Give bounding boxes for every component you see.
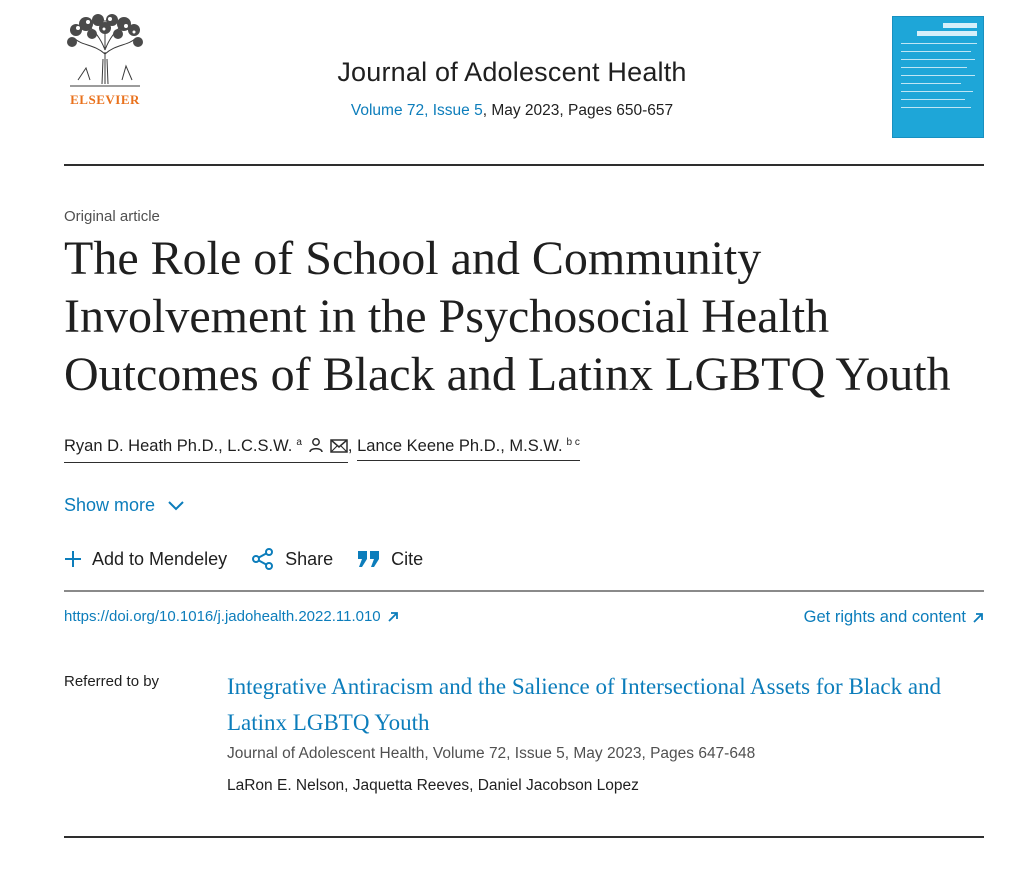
show-more-label: Show more	[64, 495, 156, 515]
section-divider	[64, 836, 984, 838]
author-name: Lance Keene Ph.D., M.S.W.	[357, 437, 563, 455]
add-to-mendeley-button[interactable]	[64, 549, 227, 570]
quote-icon	[357, 550, 381, 568]
author-affiliation-sup: b c	[566, 436, 580, 448]
plus-icon	[64, 550, 82, 568]
share-button[interactable]	[251, 548, 333, 570]
cover-title-lines	[901, 23, 977, 36]
cover-line	[901, 43, 977, 44]
add-to-mendeley-label: Add to Mendeley	[92, 548, 228, 569]
cover-line	[901, 83, 961, 84]
share-label: Share	[285, 548, 334, 569]
article-title-line: Outcomes of Black and Latinx LGBTQ Youth	[64, 348, 951, 401]
issue-date-pages: , May 2023, Pages 650-657	[482, 102, 674, 119]
journal-cover-thumbnail[interactable]	[892, 16, 984, 138]
issue-info	[0, 102, 1024, 120]
get-rights-link[interactable]	[804, 608, 984, 627]
share-icon	[251, 548, 275, 570]
article-type: Original article	[64, 208, 160, 225]
cover-line	[901, 107, 971, 108]
cover-line	[901, 67, 967, 68]
person-icon	[308, 437, 324, 458]
article-actions	[64, 548, 423, 570]
external-link-icon	[387, 611, 399, 623]
get-rights-label: Get rights and content	[803, 608, 966, 626]
cover-line	[901, 51, 971, 52]
cite-button[interactable]	[357, 549, 423, 570]
referred-article-source: Journal of Adolescent Health, Volume 72, Issue 5, May 2023, Pages 647-648	[227, 745, 756, 762]
referred-article-title-link[interactable]: Integrative Antiracism and the Salience of Intersectional Assets for Black and Latinx LGBTQ Youth	[227, 674, 942, 735]
show-more-button[interactable]	[64, 495, 185, 516]
volume-issue-link[interactable]: Volume 72, Issue 5	[350, 102, 483, 119]
doi-url: https://doi.org/10.1016/j.jadohealth.2022.11.010	[64, 608, 381, 625]
author-list	[64, 437, 580, 463]
author-name: Ryan D. Heath Ph.D., L.C.S.W.	[64, 437, 293, 455]
author-affiliation-sup: a	[296, 436, 302, 448]
author-lance-keene[interactable]	[357, 437, 580, 461]
elsevier-wordmark: ELSEVIER	[70, 92, 140, 107]
referred-to-by-label: Referred to by	[64, 673, 160, 690]
header-divider	[64, 164, 984, 166]
cover-line	[901, 99, 965, 100]
article-title-line: The Role of School and Community	[64, 232, 762, 285]
cover-line	[901, 59, 975, 60]
journal-title[interactable]: Journal of Adolescent Health	[337, 57, 687, 87]
external-link-icon	[972, 612, 984, 624]
actions-divider	[64, 590, 984, 592]
article-title	[64, 230, 974, 404]
envelope-icon[interactable]	[330, 439, 348, 458]
author-separator: ,	[347, 437, 353, 455]
cover-line	[901, 91, 973, 92]
cite-label: Cite	[391, 548, 424, 569]
author-ryan-heath[interactable]	[64, 437, 348, 463]
article-title-line: Involvement in the Psychosocial Health	[64, 290, 830, 343]
referred-article-authors: LaRon E. Nelson, Jaquetta Reeves, Daniel Jacobson Lopez	[227, 777, 639, 794]
doi-link[interactable]	[64, 608, 399, 625]
cover-line	[901, 75, 975, 76]
chevron-down-icon	[167, 500, 185, 512]
